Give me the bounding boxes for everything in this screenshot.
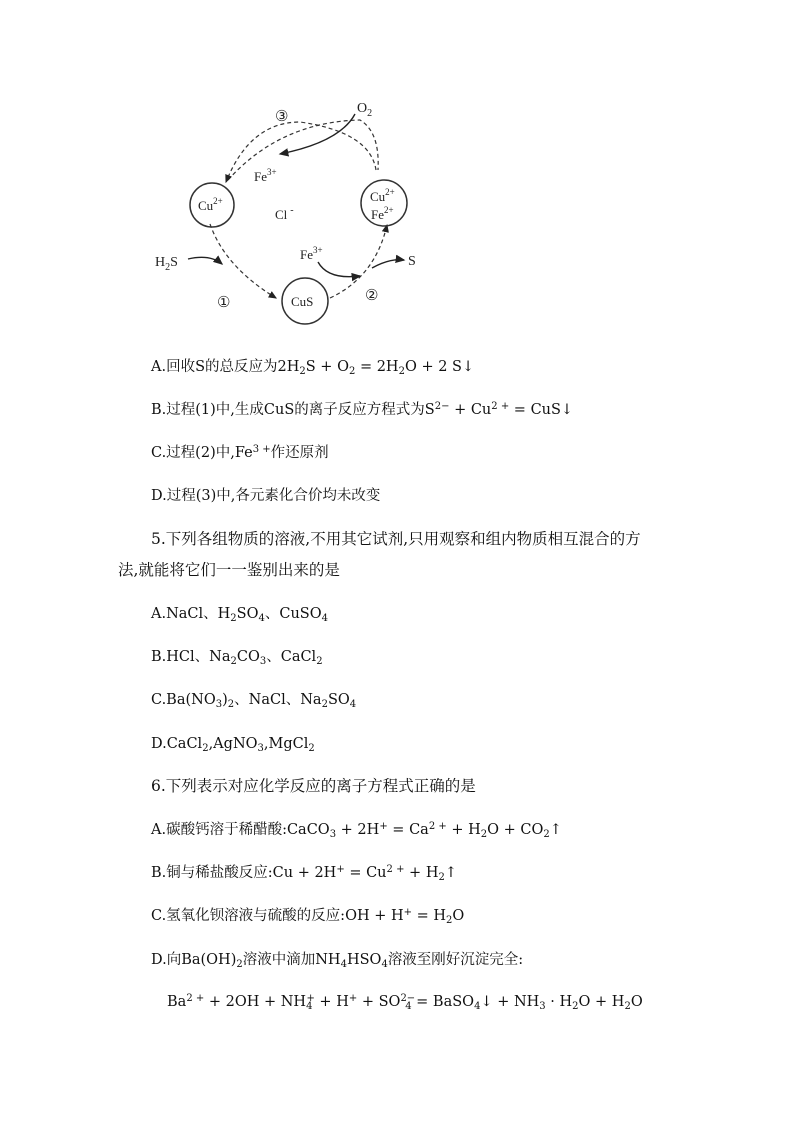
cus-node-label: CuS — [291, 294, 314, 309]
q5-option-b: B.HCl、$Na_2CO_3$、CaCl$_2$ — [151, 649, 323, 667]
right-node-fe-label: $Fe^{2+}$ — [371, 205, 394, 222]
step3-marker: ③ — [275, 109, 289, 125]
s-product-label: S — [408, 254, 416, 269]
fe3-top-label: $Fe^{3+}$ — [254, 167, 277, 184]
q4-option-b: B.过程(1)中,生成CuS的离子反应方程式为$S^{2-} + Cu^{2 +}$ = CuS↓ — [151, 401, 574, 418]
step1-marker: ① — [217, 295, 231, 311]
h2s-arrow — [188, 257, 222, 264]
q5-option-c: $C.Ba(NO_3)_2$、NaCl、$Na_2SO_4$ — [151, 692, 357, 710]
cl-label: Cl - — [275, 205, 294, 222]
cu2-node-label: $Cu^{2+}$ — [198, 196, 223, 213]
q5-stem-line1: 5.下列各组物质的溶液,不用其它试剂,只用观察和组内物质相互混合的方 — [151, 530, 641, 548]
q6-stem: 6.下列表示对应化学反应的离子方程式正确的是 — [151, 777, 476, 795]
q6-option-c: C.氢氧化钡溶液与硫酸的反应:OH + $H^+ = H_2O$ — [151, 907, 465, 926]
q6-option-d-equation: $Ba^{2 +} + 2OH + NH_4^+ + H^+ + SO^{2-}_4$ = BaSO$_4$↓ + $NH_3 \cdot H_2O + H_2O$ — [167, 993, 643, 1012]
q6-option-b: B.铜与稀盐酸反应:Cu + $2H^+ = Cu^{2 +}$ + $H_2↑$ — [151, 864, 457, 883]
cycle-arc-left — [210, 224, 276, 298]
reaction-cycle-diagram — [140, 92, 440, 332]
fe3-bottom-arrow — [318, 262, 360, 277]
fe3-bottom-label: $Fe^{3+}$ — [300, 245, 323, 262]
step2-marker: ② — [365, 288, 379, 304]
q6-option-a: A.碳酸钙溶于稀醋酸:CaCO$_3$ + $2H^+ = Ca^{2 +} + H_2O$ + $CO_2↑$ — [151, 821, 562, 840]
cycle-arc-top — [228, 120, 378, 180]
q6-option-d: D.向$Ba(OH)_2$溶液中滴加$NH_4HSO_4$溶液至刚好沉淀完全: — [151, 952, 524, 970]
q4-option-c: C.过程(2)中$,Fe^{3 +}$作还原剂 — [151, 444, 329, 461]
o2-label: $O_2$ — [357, 101, 373, 119]
s-arrow — [372, 260, 404, 268]
q4-option-d: D.过程(3)中,各元素化合价均未改变 — [151, 488, 381, 504]
h2s-label: $H_2S$ — [155, 255, 178, 273]
q4-option-a: A.回收S的总反应为$2H_2S + O_2 = 2H_2O + 2$ S↓ — [151, 359, 475, 377]
q5-stem-line2: 法,就能将它们一一鉴别出来的是 — [118, 561, 340, 579]
right-node-cu-label: $Cu^{2+}$ — [370, 187, 395, 204]
cycle-arc-top-left — [226, 122, 376, 182]
q5-option-d: D.CaCl$_2$,AgNO$_3$,MgCl$_2$ — [151, 736, 315, 754]
q5-option-a: A.NaCl、$H_2SO_4$、CuSO$_4$ — [151, 606, 329, 624]
